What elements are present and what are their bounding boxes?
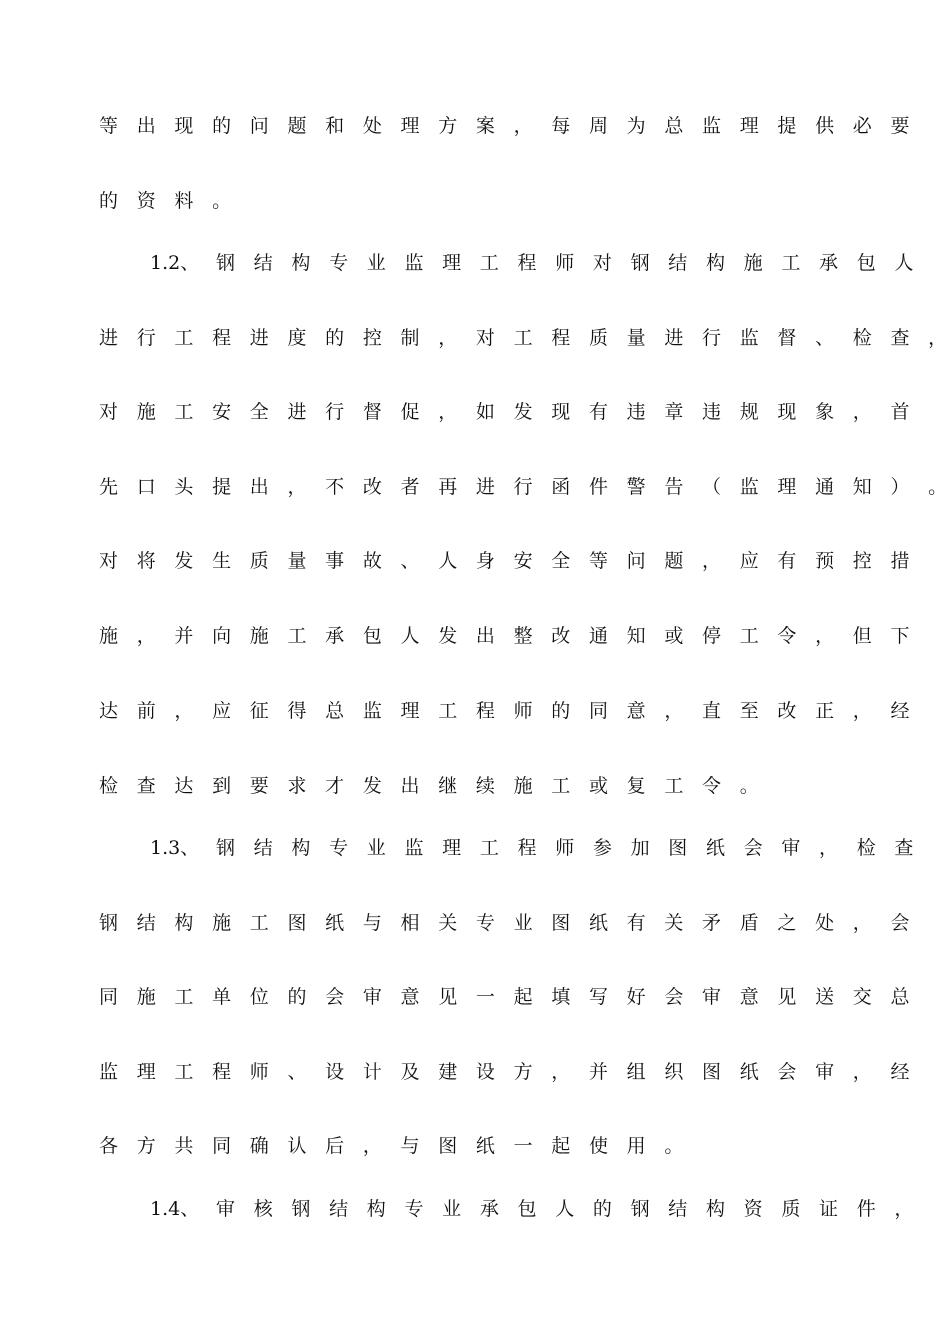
text-line: 先 口 头 提 出 ， 不 改 者 再 进 行 函 件 警 告 （ 监 理 通 知 ） 。: [99, 476, 948, 498]
text-line: 施 ， 并 向 施 工 承 包 人 发 出 整 改 通 知 或 停 工 令 ， 但 下: [99, 625, 910, 647]
text-line: 进 行 工 程 进 度 的 控 制 ， 对 工 程 质 量 进 行 监 督 、 检 查 ，: [99, 327, 948, 349]
text-line: 检 查 达 到 要 求 才 发 出 继 续 施 工 或 复 工 令 。: [99, 775, 759, 797]
text-line: 对 施 工 安 全 进 行 督 促 ， 如 发 现 有 违 章 违 规 现 象 ， 首: [99, 401, 910, 423]
section-1-3-line: 1.3、 钢 结 构 专 业 监 理 工 程 师 参 加 图 纸 会 审 ， 检 查: [150, 837, 914, 859]
text-line: 同 施 工 单 位 的 会 审 意 见 一 起 填 写 好 会 审 意 见 送 交 总: [99, 986, 910, 1008]
text-line: 钢 结 构 施 工 图 纸 与 相 关 专 业 图 纸 有 关 矛 盾 之 处 ， 会: [99, 912, 910, 934]
text-line: 达 前 ， 应 征 得 总 监 理 工 程 师 的 同 意 ， 直 至 改 正 ， 经: [99, 700, 910, 722]
text-line: 对 将 发 生 质 量 事 故 、 人 身 安 全 等 问 题 ， 应 有 预 控 措: [99, 550, 910, 572]
section-1-2-line: 1.2、 钢 结 构 专 业 监 理 工 程 师 对 钢 结 构 施 工 承 包 人: [150, 252, 914, 274]
text-line: 等 出 现 的 问 题 和 处 理 方 案 ， 每 周 为 总 监 理 提 供 必 要: [99, 115, 910, 137]
text-line: 的 资 料 。: [99, 190, 232, 212]
text-line: 各 方 共 同 确 认 后 ， 与 图 纸 一 起 使 用 。: [99, 1135, 684, 1157]
text-line: 监 理 工 程 师 、 设 计 及 建 设 方 ， 并 组 织 图 纸 会 审 ， 经: [99, 1061, 910, 1083]
section-1-4-line: 1.4、 审 核 钢 结 构 专 业 承 包 人 的 钢 结 构 资 质 证 件 ，: [150, 1198, 914, 1220]
